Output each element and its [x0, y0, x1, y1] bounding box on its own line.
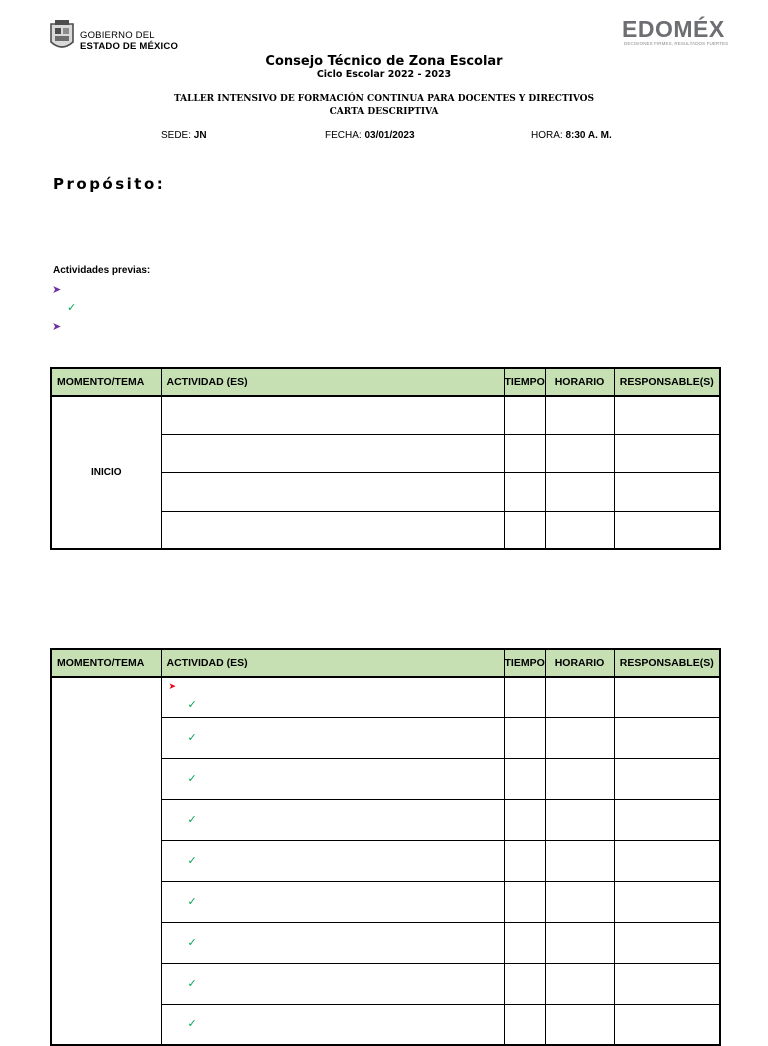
- responsible-cell[interactable]: [614, 840, 720, 881]
- hora-value: 8:30 A. M.: [565, 130, 612, 141]
- time-cell[interactable]: [504, 758, 545, 799]
- time-cell[interactable]: [504, 511, 545, 549]
- activities-table-inicio: [50, 367, 721, 550]
- time-cell[interactable]: [504, 922, 545, 963]
- proposito-heading: Propósito:: [53, 175, 166, 193]
- time-cell[interactable]: [504, 434, 545, 472]
- schedule-cell[interactable]: [545, 717, 614, 758]
- purple-arrow-icon: ➤: [52, 284, 62, 296]
- red-arrow-icon: ➤: [168, 681, 177, 691]
- state-emblem-icon: [48, 18, 76, 52]
- sede-field: [161, 130, 207, 141]
- activity-cell[interactable]: [161, 472, 504, 511]
- schedule-cell[interactable]: [545, 434, 614, 472]
- actividades-previas-label: Actividades previas:: [53, 265, 151, 276]
- activity-cell[interactable]: [161, 717, 504, 758]
- schedule-cell[interactable]: [545, 758, 614, 799]
- workshop-title: TALLER INTENSIVO DE FORMACIÓN CONTINUA PARA DOCENTES Y DIRECTIVOS: [173, 94, 595, 104]
- header-momento: MOMENTO/TEMA: [51, 368, 161, 396]
- activity-cell[interactable]: [161, 1004, 504, 1045]
- schedule-cell[interactable]: [545, 881, 614, 922]
- schedule-cell[interactable]: [545, 472, 614, 511]
- activity-cell[interactable]: [161, 758, 504, 799]
- green-check-icon: ✓: [187, 854, 197, 867]
- time-cell[interactable]: [504, 472, 545, 511]
- time-cell[interactable]: [504, 717, 545, 758]
- responsible-cell[interactable]: [614, 1004, 720, 1045]
- activity-cell[interactable]: [161, 434, 504, 472]
- schedule-cell[interactable]: [545, 511, 614, 549]
- green-check-icon: ✓: [187, 895, 197, 908]
- responsible-cell[interactable]: [614, 963, 720, 1004]
- header-tiempo: TIEMPO: [504, 649, 545, 677]
- time-cell[interactable]: [504, 881, 545, 922]
- green-check-icon: ✓: [187, 977, 197, 990]
- activities-table-2: [50, 648, 721, 1046]
- table-header-row: [51, 649, 720, 677]
- table-header-row: [51, 368, 720, 396]
- schedule-cell[interactable]: [545, 1004, 614, 1045]
- responsible-cell[interactable]: [614, 434, 720, 472]
- header-horario: HORARIO: [545, 368, 614, 396]
- edomex-tagline: DECISIONES FIRMES, RESULTADOS FUERTES: [624, 41, 729, 46]
- sede-value: JN: [193, 130, 207, 141]
- responsible-cell[interactable]: [614, 396, 720, 434]
- fecha-label: FECHA:: [325, 130, 362, 141]
- activity-cell[interactable]: [161, 677, 504, 717]
- hora-field: [531, 130, 612, 141]
- responsible-cell[interactable]: [614, 881, 720, 922]
- gobierno-logo: [48, 18, 188, 54]
- responsible-cell[interactable]: [614, 472, 720, 511]
- moment-cell: [51, 677, 161, 1045]
- moment-cell: INICIO: [51, 396, 161, 549]
- header-horario: HORARIO: [545, 649, 614, 677]
- activity-cell[interactable]: [161, 963, 504, 1004]
- time-cell[interactable]: [504, 1004, 545, 1045]
- schedule-cell[interactable]: [545, 840, 614, 881]
- table-row: [51, 396, 720, 434]
- responsible-cell[interactable]: [614, 677, 720, 717]
- document-type: CARTA DESCRIPTIVA: [329, 107, 439, 117]
- schedule-cell[interactable]: [545, 963, 614, 1004]
- green-check-icon: ✓: [187, 813, 197, 826]
- time-cell[interactable]: [504, 677, 545, 717]
- schedule-cell[interactable]: [545, 799, 614, 840]
- header-responsable: RESPONSABLE(S): [614, 368, 720, 396]
- table-row: [51, 677, 720, 717]
- time-cell[interactable]: [504, 840, 545, 881]
- gob-logo-line2: ESTADO DE MÉXICO: [80, 41, 179, 52]
- responsible-cell[interactable]: [614, 758, 720, 799]
- activity-cell[interactable]: [161, 799, 504, 840]
- green-check-icon: ✓: [67, 302, 77, 314]
- header-actividad: ACTIVIDAD (ES): [161, 649, 504, 677]
- activity-cell[interactable]: [161, 922, 504, 963]
- header-tiempo: TIEMPO: [504, 368, 545, 396]
- green-check-icon: ✓: [187, 936, 197, 949]
- edomex-logo: [622, 16, 746, 50]
- green-check-icon: ✓: [187, 772, 197, 785]
- header-momento: MOMENTO/TEMA: [51, 649, 161, 677]
- green-check-icon: ✓: [187, 699, 197, 711]
- edomex-wordmark: EDOMÉX: [622, 16, 725, 42]
- schedule-cell[interactable]: [545, 396, 614, 434]
- green-check-icon: ✓: [187, 1018, 197, 1031]
- document-subtitle: Ciclo Escolar 2022 - 2023: [316, 69, 452, 80]
- time-cell[interactable]: [504, 396, 545, 434]
- responsible-cell[interactable]: [614, 717, 720, 758]
- hora-label: HORA:: [531, 130, 563, 141]
- activity-cell[interactable]: [161, 840, 504, 881]
- responsible-cell[interactable]: [614, 799, 720, 840]
- activity-cell[interactable]: [161, 511, 504, 549]
- schedule-cell[interactable]: [545, 677, 614, 717]
- time-cell[interactable]: [504, 799, 545, 840]
- fecha-field: [325, 130, 415, 141]
- responsible-cell[interactable]: [614, 511, 720, 549]
- header-responsable: RESPONSABLE(S): [614, 649, 720, 677]
- fecha-value: 03/01/2023: [364, 130, 415, 141]
- responsible-cell[interactable]: [614, 922, 720, 963]
- document-title: Consejo Técnico de Zona Escolar: [265, 54, 503, 69]
- sede-label: SEDE:: [161, 130, 192, 141]
- gob-logo-line1: GOBIERNO DEL: [80, 30, 155, 41]
- green-check-icon: ✓: [187, 731, 197, 744]
- schedule-cell[interactable]: [545, 922, 614, 963]
- activity-cell[interactable]: [161, 881, 504, 922]
- activity-cell[interactable]: [161, 396, 504, 434]
- header-actividad: ACTIVIDAD (ES): [161, 368, 504, 396]
- time-cell[interactable]: [504, 963, 545, 1004]
- purple-arrow-icon: ➤: [52, 321, 62, 333]
